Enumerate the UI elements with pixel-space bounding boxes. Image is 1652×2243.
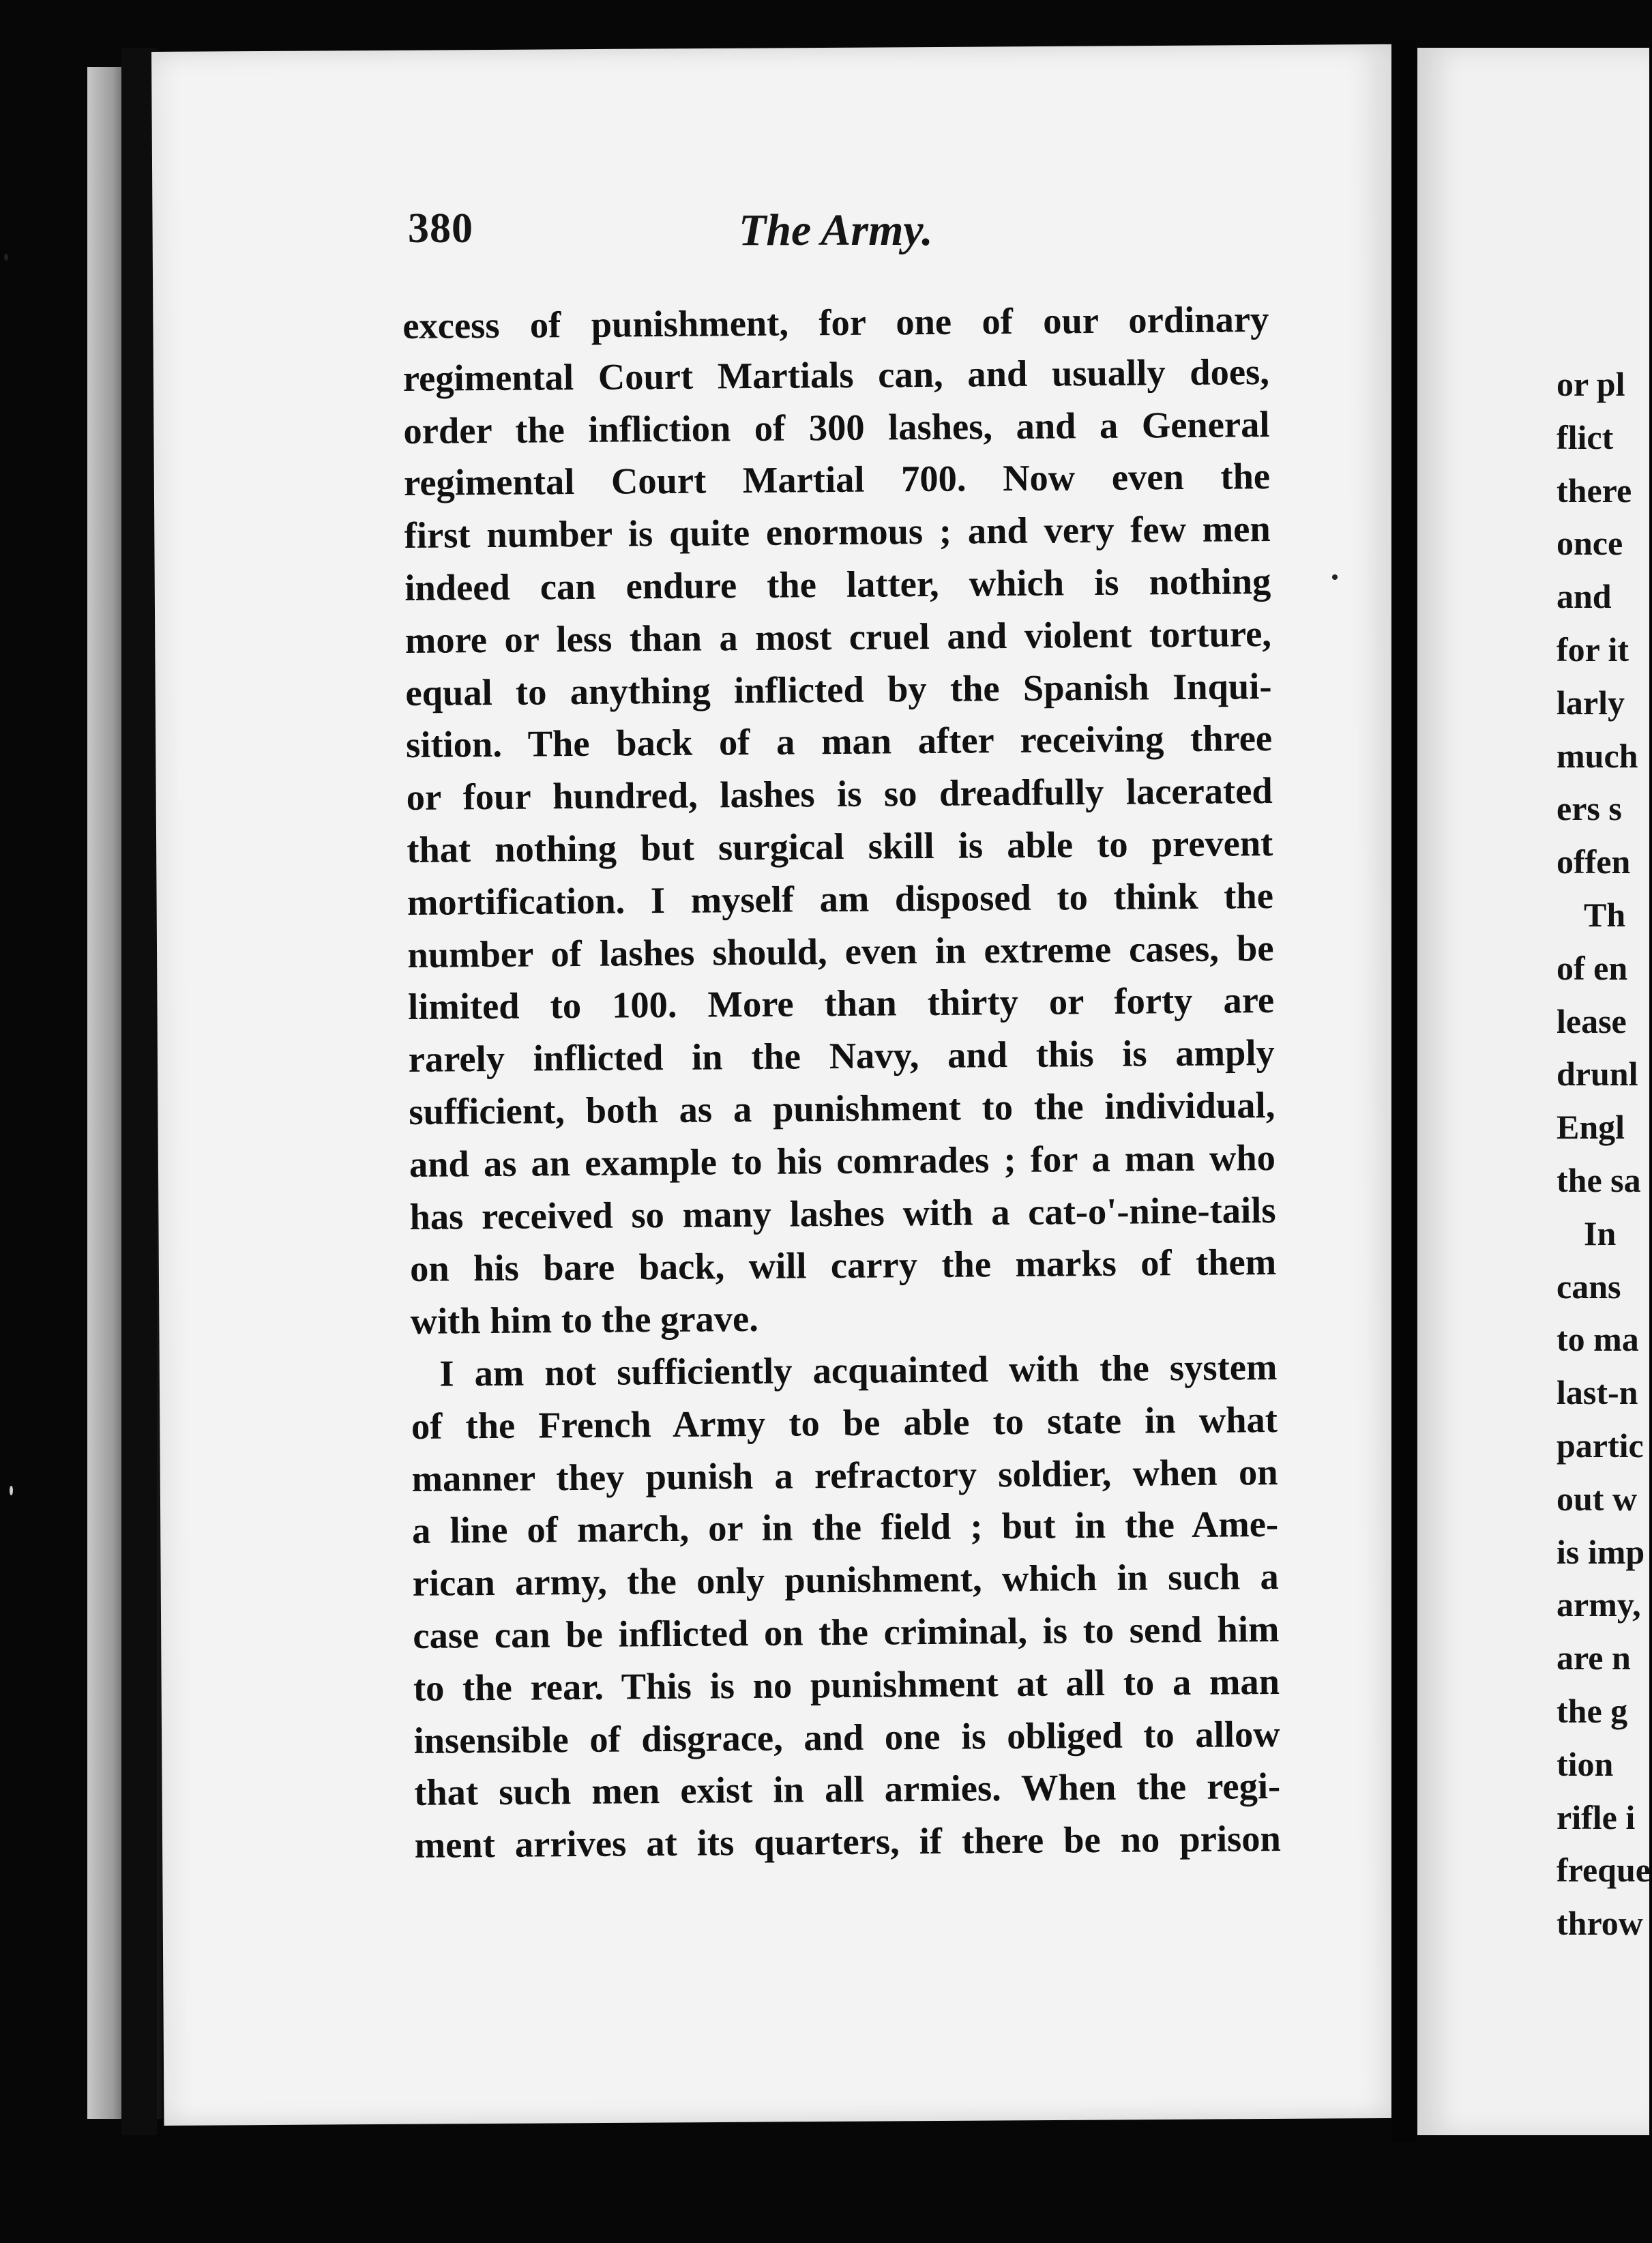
right-page-line: rifle i (1557, 1798, 1636, 1836)
text-line: more or less than a most cruel and violent torture, (404, 612, 1272, 661)
right-page-line: tion (1557, 1744, 1614, 1783)
right-page-line: Th (1584, 895, 1626, 934)
right-page-line: army, (1557, 1585, 1641, 1624)
running-title: The Army. (739, 205, 933, 255)
right-page-line: partic (1557, 1426, 1644, 1465)
text-line: equal to anything inflicted by the Spanish Inqui- (405, 664, 1272, 714)
text-line: regimental Court Martials can, and usually does, (402, 350, 1270, 399)
text-line: has received so many lashes with a cat-o'-nine-tails (409, 1188, 1276, 1237)
right-page-line: lease (1557, 1001, 1627, 1040)
text-line: a line of march, or in the field ; but in the Ame- (411, 1503, 1279, 1552)
text-line: first number is quite enormous ; and very few men (404, 508, 1271, 557)
text-line: I am not sufficiently acquainted with the system (439, 1345, 1278, 1394)
right-page-line: are n (1557, 1639, 1631, 1677)
text-line: excess of punishment, for one of our ordinary (402, 298, 1269, 347)
text-line: to the rear. This is no punishment at all to a man (413, 1660, 1280, 1709)
text-line: insensible of disgrace, and one is obliged to allow (413, 1712, 1280, 1761)
right-page-line: offen (1557, 842, 1631, 881)
right-page-line: drunl (1557, 1055, 1638, 1094)
text-line: rican army, the only punishment, which in such a (412, 1555, 1279, 1604)
text-line: sition. The back of a man after receiving three (405, 717, 1273, 766)
text-line: indeed can endure the latter, which is nothing (404, 559, 1271, 609)
text-line: with him to the grave. (410, 1298, 759, 1343)
right-page-line: cans (1557, 1267, 1621, 1306)
page-number: 380 (408, 205, 473, 252)
scan-speck (4, 254, 8, 261)
right-page-line: much (1557, 736, 1638, 775)
right-page-line: of en (1557, 948, 1628, 987)
right-page-line: ers s (1557, 789, 1622, 828)
text-line: of the French Army to be able to state in what (411, 1398, 1278, 1447)
binding-shadow (121, 48, 157, 2135)
text-line: regimental Court Martial 700. Now even the (403, 455, 1271, 504)
text-line: mortification. I myself am disposed to think the (407, 874, 1274, 923)
text-line: and as an example to his comrades ; for a man who (409, 1136, 1276, 1185)
right-page-line: for it (1557, 630, 1629, 669)
text-line: manner they punish a refractory soldier, when on (411, 1450, 1278, 1499)
right-page-line: the g (1557, 1691, 1628, 1730)
right-page-line: freque (1557, 1851, 1651, 1890)
text-line: order the infliction of 300 lashes, and a General (403, 402, 1270, 452)
text-line: sufficient, both as a punishment to the individual, (409, 1083, 1275, 1132)
text-line: case can be inflicted on the criminal, is to send him (413, 1607, 1280, 1656)
right-page-line: and (1557, 577, 1612, 616)
right-page-line: last-n (1557, 1373, 1638, 1412)
right-page-line: the sa (1557, 1160, 1641, 1199)
scan-speck (10, 1486, 13, 1495)
text-line: that such men exist in all armies. When the regi- (413, 1765, 1281, 1814)
right-page-line: is imp (1557, 1532, 1645, 1571)
running-head (408, 205, 1267, 266)
right-page-text-fragment (1557, 358, 1652, 1950)
right-page-line: larly (1557, 683, 1625, 722)
body-text (402, 293, 1281, 1872)
right-page-line: throw (1557, 1904, 1643, 1943)
right-page-line: flict (1557, 417, 1614, 456)
text-line: number of lashes should, even in extreme cases, be (407, 926, 1274, 976)
right-page-line: once (1557, 524, 1623, 563)
text-line: rarely inflicted in the Navy, and this is amply (408, 1031, 1275, 1081)
text-line: ment arrives at its quarters, if there be no prison (414, 1817, 1281, 1866)
text-line: on his bare back, will carry the marks of them (409, 1241, 1277, 1290)
right-page-line: out w (1557, 1479, 1638, 1518)
right-page-line: to ma (1557, 1320, 1639, 1359)
scan-speck (1332, 574, 1338, 580)
text-line: or four hundred, lashes is so dreadfully lacerated (406, 769, 1273, 819)
right-page-line: Engl (1557, 1108, 1625, 1147)
right-page-line: In (1584, 1214, 1617, 1252)
text-line: limited to 100. More than thirty or forty are (407, 979, 1275, 1028)
text-line: that nothing but surgical skill is able to prevent (407, 821, 1273, 870)
page-gutter (1391, 41, 1416, 2142)
right-page-line: or pl (1557, 365, 1625, 403)
right-page-line: there (1557, 471, 1632, 510)
